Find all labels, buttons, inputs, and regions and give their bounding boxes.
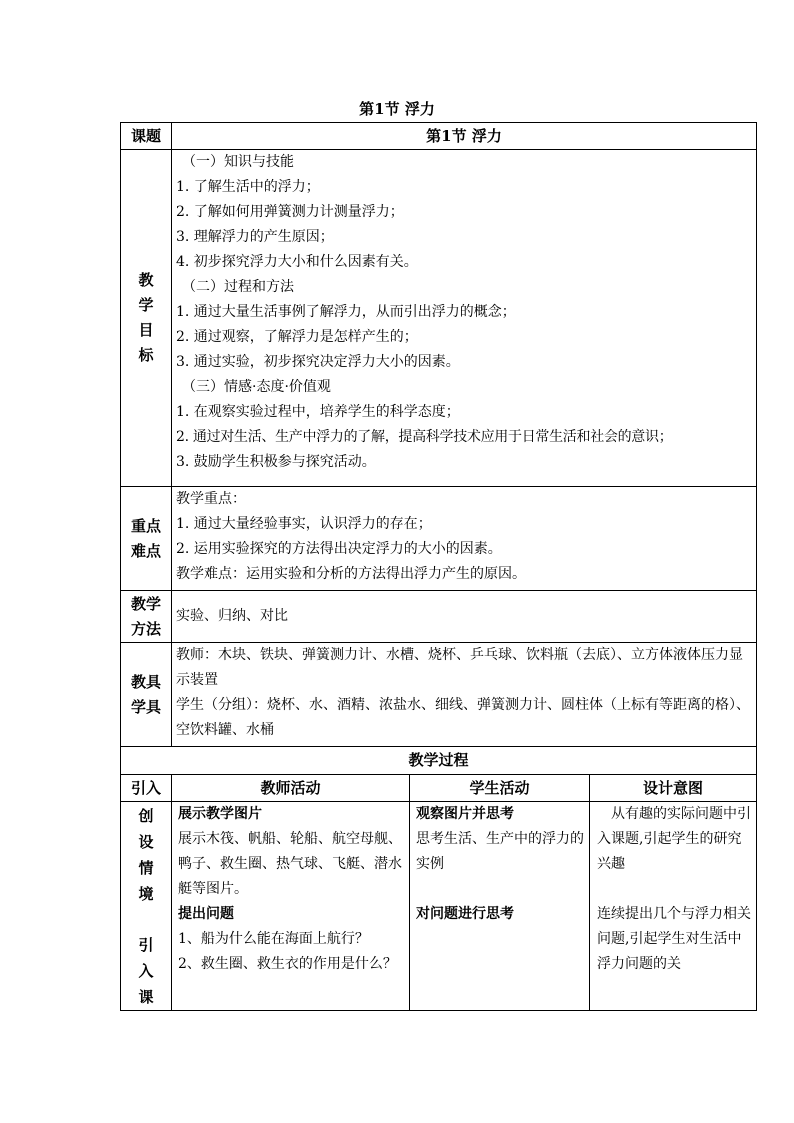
objectives-heading: （三）情感·态度·价值观 (182, 379, 331, 395)
teacher-activity-heading: 展示教学图片 (178, 806, 262, 822)
stage-char: 境 (138, 885, 154, 903)
teacher-activity-text: 展示木筏、帆船、轮船、航空母舰、鸭子、救生圈、热气球、飞艇、潜水艇等图片。 (178, 831, 402, 897)
stage-char: 课 (138, 988, 154, 1006)
column-header: 设计意图 (590, 775, 757, 802)
objective-item: 3. 鼓励学生积极参与探究活动。 (176, 454, 376, 470)
stage-char: 创 (138, 807, 154, 825)
objectives-heading: （一）知识与技能 (182, 154, 294, 170)
design-intent (590, 802, 757, 1011)
column-header: 学生活动 (410, 775, 590, 802)
equipment-content (172, 643, 757, 747)
student-gap (416, 877, 585, 902)
key-points-label-line: 难点 (130, 541, 161, 560)
student-activity-heading: 对问题进行思考 (416, 906, 514, 922)
objectives-label-char: 目 (138, 321, 154, 339)
methods-label-line: 方法 (130, 619, 161, 638)
methods-label (121, 591, 172, 643)
objectives-label-char: 标 (138, 346, 154, 364)
column-header: 引入 (121, 775, 172, 802)
topic-value: 第1节 浮力 (172, 123, 757, 150)
design-intent-text: 连续提出几个与浮力相关问题,引起学生对生活中浮力问题的关 (597, 906, 751, 972)
methods-row (121, 591, 757, 643)
objectives-label (121, 150, 172, 487)
objectives-label-char: 学 (138, 296, 154, 314)
student-activity-heading: 观察图片并思考 (416, 806, 514, 822)
design-intent-gap (597, 877, 751, 902)
equipment-label-line: 教具 (130, 672, 161, 691)
process-title: 教学过程 (121, 747, 757, 775)
process-row (121, 802, 757, 1011)
objective-item: 1. 通过大量生活事例了解浮力，从而引出浮力的概念； (176, 304, 516, 320)
equipment-label-line: 学具 (130, 697, 161, 716)
key-points-label (121, 487, 172, 591)
objectives-content (172, 150, 757, 487)
student-activity-text: 思考生活、生产中的浮力的实例 (416, 831, 584, 872)
objective-item: 3. 理解浮力的产生原因； (176, 229, 334, 245)
objective-item: 3. 通过实验，初步探究决定浮力大小的因素。 (176, 354, 460, 370)
student-activity (410, 802, 590, 1011)
objective-item: 2. 通过观察，了解浮力是怎样产生的； (176, 329, 418, 345)
objective-item: 2. 了解如何用弹簧测力计测量浮力； (176, 204, 404, 220)
teacher-activity (172, 802, 410, 1011)
stage-char: 入 (138, 962, 154, 980)
process-header-row (121, 775, 757, 802)
teacher-question: 1、船为什么能在海面上航行？ (178, 931, 369, 947)
key-point-line: 1. 通过大量经验事实，认识浮力的存在； (176, 516, 432, 532)
teacher-activity-heading: 提出问题 (178, 906, 234, 922)
stage-label (121, 802, 172, 1011)
methods-label-line: 教学 (130, 594, 161, 613)
lesson-plan-table (120, 122, 757, 1011)
objectives-row (121, 150, 757, 487)
teacher-equipment: 教师：木块、铁块、弹簧测力计、水槽、烧杯、乒乓球、饮料瓶（去底）、立方体液体压力显示装置 (176, 647, 743, 688)
design-intent-text: 从有趣的实际问题中引入课题,引起学生的研究兴趣 (597, 806, 751, 872)
objective-item: 1. 了解生活中的浮力； (176, 179, 320, 195)
column-header: 教师活动 (172, 775, 410, 802)
key-points-row (121, 487, 757, 591)
process-title-row (121, 747, 757, 775)
topic-label: 课题 (121, 123, 172, 150)
equipment-row (121, 643, 757, 747)
topic-row (121, 123, 757, 150)
objectives-heading: （二）过程和方法 (182, 279, 294, 295)
equipment-label (121, 643, 172, 747)
objective-item: 1. 在观察实验过程中，培养学生的科学态度； (176, 404, 460, 420)
objectives-label-char: 教 (138, 271, 154, 289)
stage-char: 情 (138, 859, 154, 877)
stage-char: 设 (138, 833, 154, 851)
objective-item: 4. 初步探究浮力大小和什么因素有关。 (176, 254, 418, 270)
stage-char: 引 (138, 936, 154, 954)
objective-item: 2. 通过对生活、生产中浮力的了解，提高科学技术应用于日常生活和社会的意识； (176, 429, 673, 445)
methods-value: 实验、归纳、对比 (172, 591, 757, 643)
student-equipment: 学生（分组）：烧杯、水、酒精、浓盐水、细线、弹簧测力计、圆柱体（上标有等距离的格）、空饮料罐、水桶 (176, 697, 750, 738)
key-point-line: 教学难点：运用实验和分析的方法得出浮力产生的原因。 (176, 566, 526, 582)
stage-gap (125, 907, 167, 932)
page-title: 第1节 浮力 (359, 100, 435, 118)
key-points-label-line: 重点 (130, 516, 161, 535)
key-point-line: 2. 运用实验探究的方法得出决定浮力的大小的因素。 (176, 541, 502, 557)
key-points-content (172, 487, 757, 591)
key-point-line: 教学重点： (176, 491, 246, 507)
teacher-question: 2、救生圈、救生衣的作用是什么？ (178, 956, 397, 972)
